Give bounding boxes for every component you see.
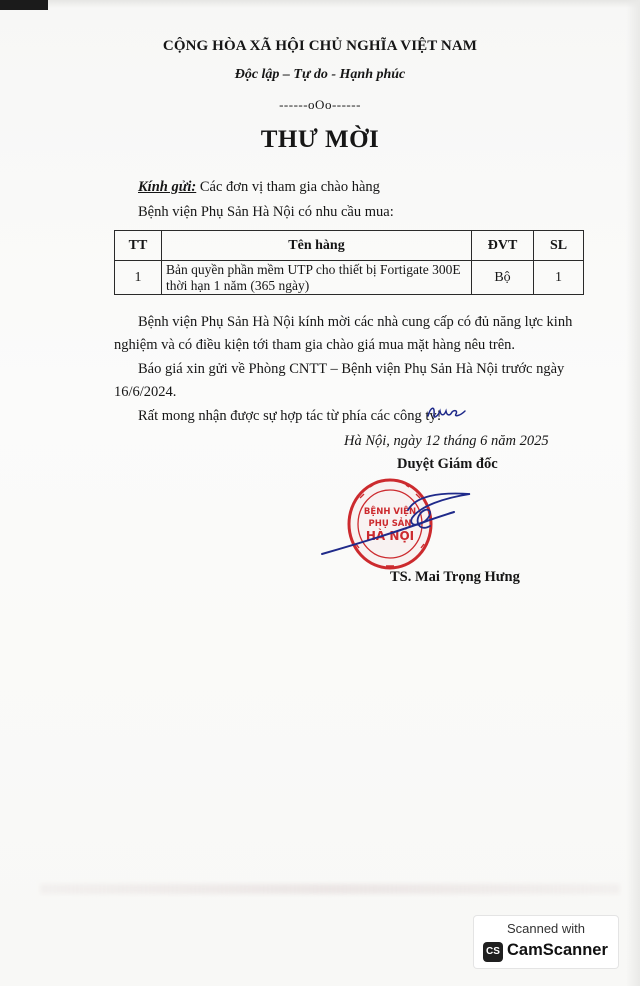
paper-bottom-shadow <box>40 884 620 894</box>
cell-item-name <box>162 261 472 295</box>
goods-table <box>114 230 584 295</box>
item-name-line1: Bản quyền phần mềm UTP cho thiết bị Fortigate 300E <box>166 261 461 277</box>
national-motto: Độc lập – Tự do - Hạnh phúc <box>234 67 406 82</box>
national-title: CỘNG HÒA XÃ HỘI CHỦ NGHĨA VIỆT NAM <box>162 38 478 54</box>
document-title: THƯ MỜI <box>260 126 380 153</box>
initials-scribble <box>425 402 467 424</box>
column-header-tt: TT <box>115 231 162 261</box>
greeting-label: Kính gửi: <box>138 179 197 195</box>
approval-title: Duyệt Giám đốc <box>397 456 498 472</box>
column-header-item-name: Tên hàng <box>162 231 472 261</box>
column-header-unit: ĐVT <box>472 231 534 261</box>
cell-unit: Bộ <box>472 261 534 295</box>
closing-sentence: Rất mong nhận được sự hợp tác từ phía các công ty! <box>138 408 442 424</box>
stamp-text-line1: BỆNH VIỆN <box>363 507 417 517</box>
cell-tt: 1 <box>115 261 162 295</box>
invitation-paragraph-line2: nghiệm và có điều kiện tới tham gia chào giá mua mặt hàng nêu trên. <box>114 337 516 353</box>
scanned-with-text: Scanned with <box>506 921 586 936</box>
camscanner-name: CamScanner <box>507 941 608 959</box>
cell-quantity: 1 <box>534 261 584 295</box>
table-header-row <box>115 231 584 261</box>
paper-top-edge <box>48 0 640 8</box>
stamp-text-line3: HÀ NỘI <box>365 529 415 543</box>
director-signature <box>320 488 500 568</box>
table-row <box>115 261 584 295</box>
quote-deadline-date: 16/6/2024. <box>114 384 177 400</box>
column-header-quantity: SL <box>534 231 584 261</box>
greeting-text: Các đơn vị tham gia chào hàng <box>196 179 380 195</box>
header-divider: ------oOo------ <box>279 97 361 112</box>
quote-delivery-line1: Báo giá xin gửi về Phòng CNTT – Bệnh viện Phụ Sản Hà Nội trước ngày <box>138 361 565 377</box>
camscanner-logo-icon: CS <box>483 942 503 962</box>
camscanner-badge <box>474 916 618 968</box>
item-name-line2: thời hạn 1 năm (365 ngày) <box>166 277 310 293</box>
greeting-line <box>138 179 380 196</box>
place-date-line: Hà Nội, ngày 12 tháng 6 năm 2025 <box>344 433 549 449</box>
purchase-need-line: Bệnh viện Phụ Sản Hà Nội có nhu cầu mua: <box>138 204 394 220</box>
scan-corner-mark <box>0 0 48 10</box>
invitation-paragraph-line1: Bệnh viện Phụ Sản Hà Nội kính mời các nhà cung cấp có đủ năng lực kinh <box>138 314 573 330</box>
signer-name: TS. Mai Trọng Hưng <box>390 569 520 585</box>
stamp-text-line2: PHỤ SẢN <box>368 519 412 529</box>
